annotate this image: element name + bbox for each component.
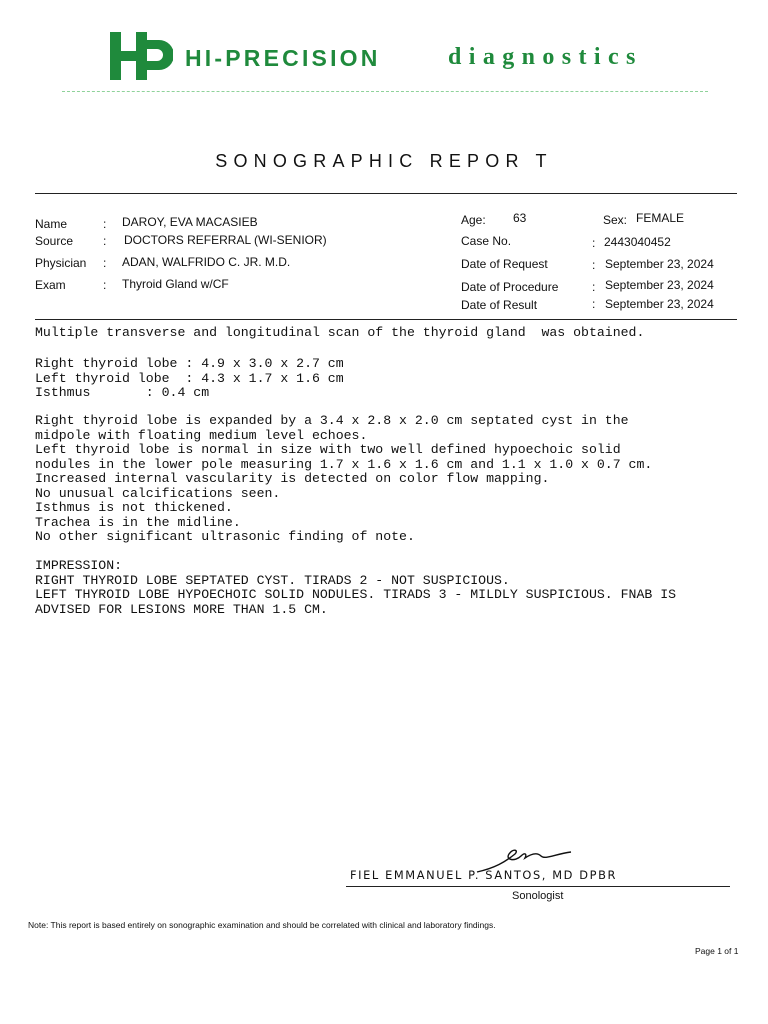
finding-line: Right thyroid lobe is expanded by a 3.4 x 2.8 x 2.0 cm septated cyst in the [35,413,629,428]
sex-value: FEMALE [636,211,685,225]
physician-label: Physician [35,256,87,270]
age-label: Age: [461,213,486,227]
impression-heading: IMPRESSION: [35,558,123,573]
info-divider [35,319,737,320]
finding-line: Isthmus is not thickened. [35,500,233,515]
exam-value: Thyroid Gland w/CF [122,277,229,291]
sonologist-name: FIEL EMMANUEL P. SANTOS, MD DPBR [350,868,618,882]
colon: : [592,258,596,272]
page-number: Page 1 of 1 [695,946,739,956]
brand-sub: diagnostics [448,44,643,70]
report-title: SONOGRAPHIC REPOR T [215,151,553,171]
colon: : [103,256,107,270]
result-value: September 23, 2024 [605,297,714,311]
exam-label: Exam [35,278,66,292]
colon: : [592,297,596,311]
finding-line: Left thyroid lobe is normal in size with two well defined hypoechoic solid [35,442,621,457]
procedure-value: September 23, 2024 [605,278,714,292]
measurement-line: Isthmus : 0.4 cm [35,385,210,400]
source-value: DOCTORS REFERRAL (WI-SENIOR) [124,233,327,247]
impression-line: ADVISED FOR LESIONS MORE THAN 1.5 CM. [35,601,328,617]
impression [35,559,676,617]
measurement-line: Left thyroid lobe : 4.3 x 1.7 x 1.6 cm [35,370,344,386]
name-value: DAROY, EVA MACASIEB [122,215,258,229]
signature-line [346,886,730,887]
finding-line: midpole with floating medium level echoes. [35,427,368,443]
name-label: Name [35,217,68,231]
sonologist-role: Sonologist [512,890,564,902]
finding-line: No other significant ultrasonic finding of note. [35,529,415,544]
colon: : [592,280,596,294]
colon: : [103,234,107,248]
colon: : [103,217,107,231]
impression-line: LEFT THYROID LOBE HYPOECHOIC SOLID NODULES. TIRADS 3 - MILDLY SUSPICIOUS. FNAB IS [35,587,677,602]
measurement-line: Right thyroid lobe : 4.9 x 3.0 x 2.7 cm [35,356,344,371]
colon: : [592,236,596,250]
footer-note: Note: This report is based entirely on sonographic examination and should be correlated with clinical and laboratory findings. [28,920,496,930]
finding-line: Increased internal vascularity is detected on color flow mapping. [35,471,550,486]
physician-value: ADAN, WALFRIDO C. JR. M.D. [122,255,291,269]
findings-details [35,414,652,545]
finding-line: No unusual calcifications seen. [35,485,281,501]
finding-line: nodules in the lower pole measuring 1.7 x 1.6 x 1.6 cm and 1.1 x 1.0 x 0.7 cm. [35,456,653,472]
measurements [35,357,344,401]
finding-line: Trachea is in the midline. [35,514,241,530]
brand-name: HI-PRECISION [185,45,381,71]
age-value: 63 [513,211,527,225]
case-label: Case No. [461,234,512,248]
request-label: Date of Request [461,257,548,271]
colon: : [103,278,107,292]
logo-letters: D [156,40,164,51]
procedure-label: Date of Procedure [461,280,559,294]
result-label: Date of Result [461,298,538,312]
request-value: September 23, 2024 [605,257,714,271]
impression-line: RIGHT THYROID LOBE SEPTATED CYST. TIRADS 2 - NOT SUSPICIOUS. [35,572,510,588]
findings-intro: Multiple transverse and longitudinal scan of the thyroid gland was obtained. [35,325,645,340]
title-divider [35,193,737,194]
header-divider [62,91,708,92]
case-value: 2443040452 [604,235,671,249]
sex-label: Sex: [603,213,628,227]
hd-logo [109,31,173,81]
source-label: Source [35,234,74,248]
